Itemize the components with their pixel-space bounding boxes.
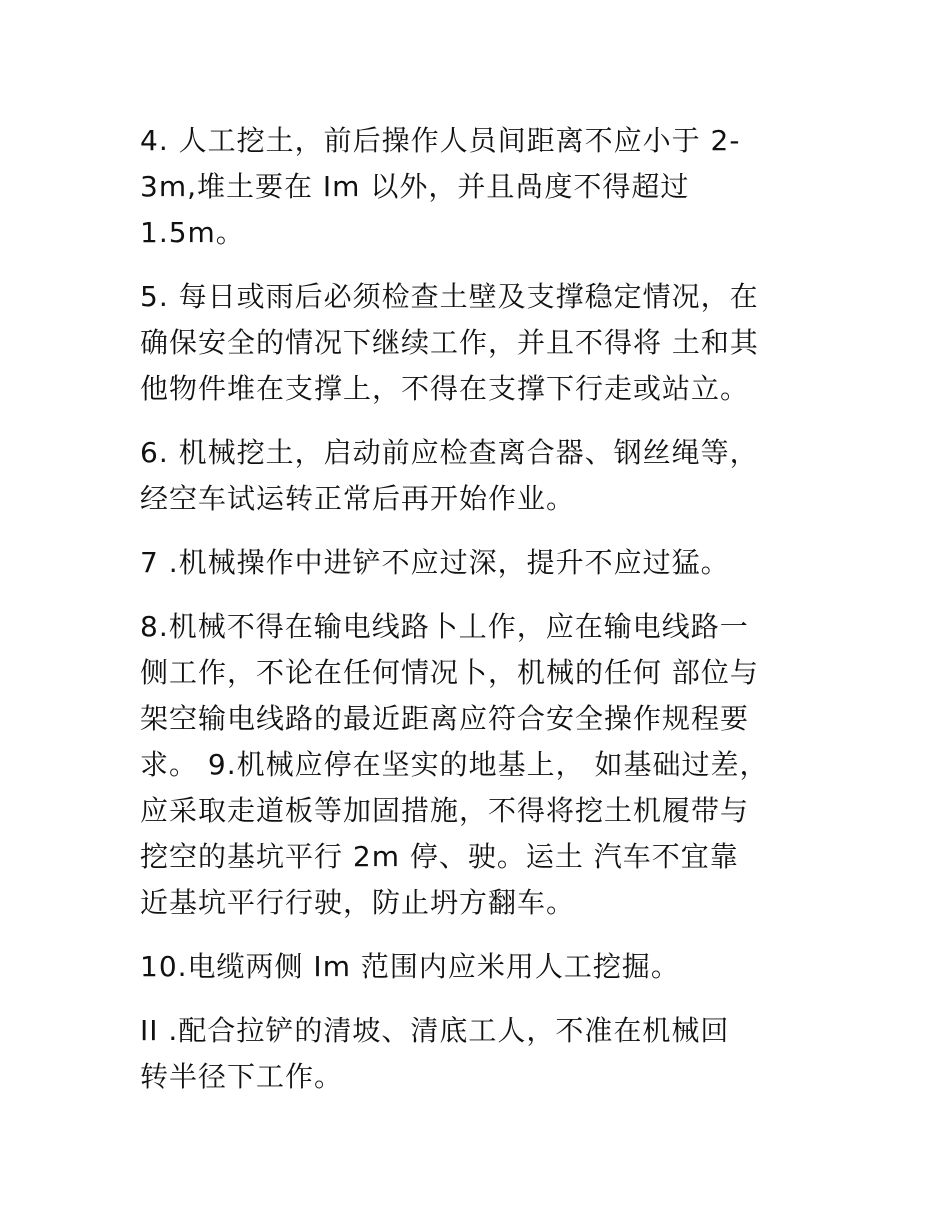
paragraph-6 [140, 430, 820, 522]
text-line: 4. 人工挖土，前后操作人员间距离不应小于 2- [140, 124, 741, 157]
text-line: 经空车试运转正常后再开始作业。 [140, 482, 576, 515]
text-line: 7 .机械操作中进铲不应过深，提升不应过猛。 [140, 546, 730, 579]
paragraph-5 [140, 274, 820, 412]
text-line: 5. 每日或雨后必须检查土壁及支撑稳定情况，在 [140, 280, 759, 313]
text-line: 3m,堆土要在 Im 以外，并且咼度不得超过 [140, 170, 690, 203]
text-line: 确保安全的情况下继续工作，并且不得将 土和其 [140, 326, 759, 359]
text-line: 应采取走道板等加固措施，不得将挖土机履带与 [140, 794, 750, 827]
text-line: 10.电缆两侧 Im 范围内应米用人工挖掘。 [140, 950, 680, 983]
text-line: 侧工作，不论在任何情况卜，机械的任何 部位与 [140, 656, 759, 689]
paragraph-8-9 [140, 604, 820, 926]
paragraph-7 [140, 540, 820, 586]
text-line: 6. 机械挖土，启动前应检查离合器、钢丝绳等， [140, 436, 759, 469]
text-line: 他物件堆在支撑上，不得在支撑下行走或站立。 [140, 372, 750, 405]
text-line: 转半径下工作。 [140, 1060, 344, 1093]
paragraph-10 [140, 944, 820, 990]
text-line: 求。 9.机械应停在坚实的地基上， 如基础过差， [140, 748, 769, 781]
text-line: 挖空的基坑平行 2m 停、驶。运土 汽车不宜靠 [140, 840, 739, 873]
paragraph-11 [140, 1008, 820, 1100]
text-line: II .配合拉铲的清坡、清底工人，不准在机械回 [140, 1014, 730, 1047]
text-line: 架空输电线路的最近距离应符合安全操作规程要 [140, 702, 750, 735]
text-line: 8.机械不得在输电线路卜丄作，应在输电线路一 [140, 610, 749, 643]
text-line: 1.5m。 [140, 216, 245, 249]
text-line: 近基坑平行行驶，防止坍方翻车。 [140, 886, 576, 919]
document-page [140, 118, 820, 1118]
paragraph-4 [140, 118, 820, 256]
